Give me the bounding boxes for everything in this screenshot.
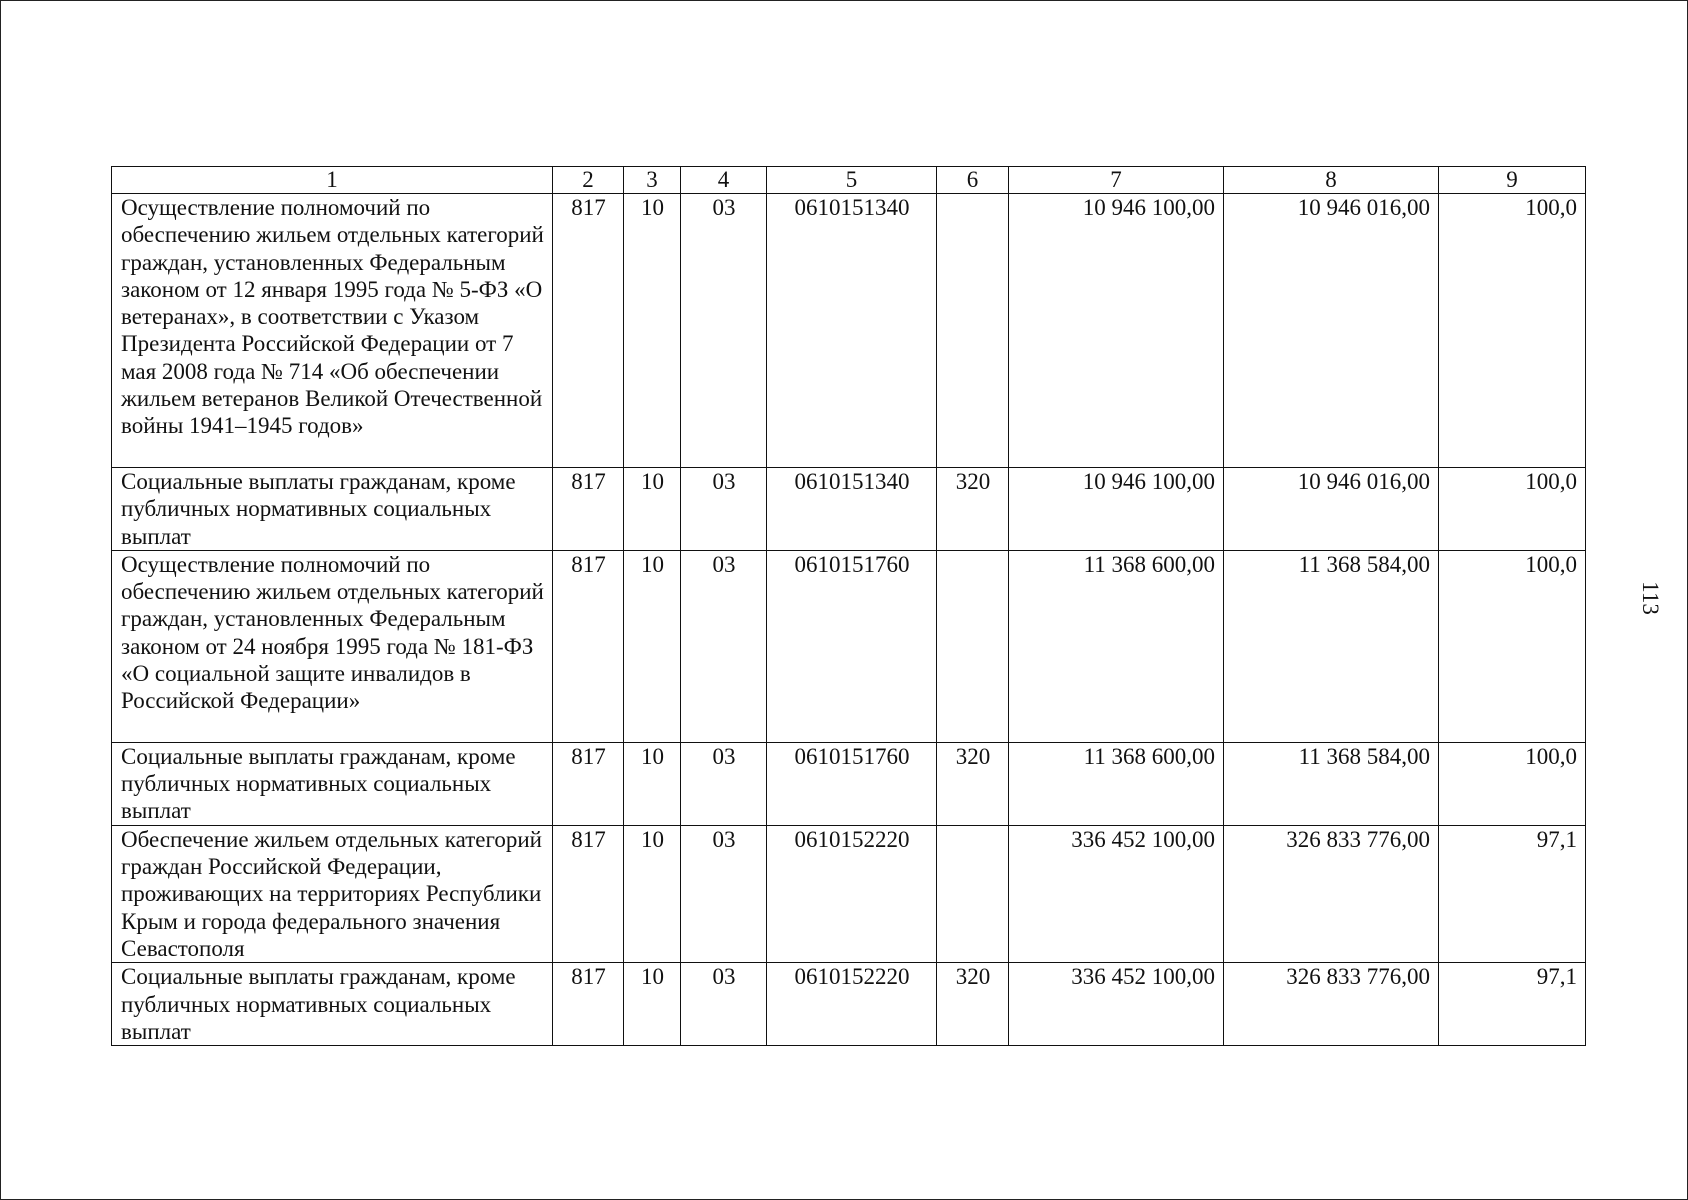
row-percent: 100,0 bbox=[1439, 550, 1586, 742]
header-cell-1: 1 bbox=[112, 167, 553, 194]
row-code-4: 03 bbox=[681, 194, 767, 468]
row-code-6 bbox=[937, 550, 1009, 742]
table-row bbox=[112, 825, 1586, 962]
row-amount-actual: 10 946 016,00 bbox=[1224, 468, 1439, 551]
row-code-5: 0610151760 bbox=[767, 550, 937, 742]
row-code-5: 0610152220 bbox=[767, 825, 937, 962]
row-code-2: 817 bbox=[553, 742, 624, 825]
row-name: Осуществление полномочий по обеспечению жильем отдельных категорий граждан, установленных Федеральным законом от 24 ноября 1995 года № 181-ФЗ «О социальной защите инвалидов в Российской Федерации» bbox=[112, 550, 553, 742]
row-code-6: 320 bbox=[937, 742, 1009, 825]
row-code-6 bbox=[937, 194, 1009, 468]
row-code-3: 10 bbox=[624, 742, 681, 825]
row-code-5: 0610152220 bbox=[767, 963, 937, 1046]
row-code-3: 10 bbox=[624, 963, 681, 1046]
row-name: Социальные выплаты гражданам, кроме публичных нормативных социальных выплат bbox=[112, 468, 553, 551]
row-code-2: 817 bbox=[553, 194, 624, 468]
row-name: Социальные выплаты гражданам, кроме публичных нормативных социальных выплат bbox=[112, 963, 553, 1046]
table-row bbox=[112, 194, 1586, 468]
row-code-4: 03 bbox=[681, 550, 767, 742]
row-code-5: 0610151340 bbox=[767, 194, 937, 468]
row-code-6: 320 bbox=[937, 963, 1009, 1046]
header-cell-7: 7 bbox=[1009, 167, 1224, 194]
row-amount-plan: 11 368 600,00 bbox=[1009, 550, 1224, 742]
row-percent: 97,1 bbox=[1439, 963, 1586, 1046]
header-cell-3: 3 bbox=[624, 167, 681, 194]
row-code-2: 817 bbox=[553, 550, 624, 742]
table-row bbox=[112, 963, 1586, 1046]
row-code-2: 817 bbox=[553, 468, 624, 551]
row-code-6: 320 bbox=[937, 468, 1009, 551]
budget-table bbox=[111, 166, 1586, 1046]
row-code-3: 10 bbox=[624, 550, 681, 742]
header-cell-4: 4 bbox=[681, 167, 767, 194]
header-cell-8: 8 bbox=[1224, 167, 1439, 194]
row-code-5: 0610151760 bbox=[767, 742, 937, 825]
row-amount-plan: 336 452 100,00 bbox=[1009, 825, 1224, 962]
row-percent: 100,0 bbox=[1439, 742, 1586, 825]
header-row bbox=[112, 167, 1586, 194]
row-code-2: 817 bbox=[553, 963, 624, 1046]
table-row bbox=[112, 742, 1586, 825]
row-name: Социальные выплаты гражданам, кроме публичных нормативных социальных выплат bbox=[112, 742, 553, 825]
row-code-5: 0610151340 bbox=[767, 468, 937, 551]
row-code-4: 03 bbox=[681, 963, 767, 1046]
row-code-4: 03 bbox=[681, 825, 767, 962]
row-code-3: 10 bbox=[624, 468, 681, 551]
row-percent: 100,0 bbox=[1439, 194, 1586, 468]
table-row bbox=[112, 550, 1586, 742]
row-code-2: 817 bbox=[553, 825, 624, 962]
row-amount-actual: 326 833 776,00 bbox=[1224, 963, 1439, 1046]
row-code-3: 10 bbox=[624, 825, 681, 962]
header-cell-5: 5 bbox=[767, 167, 937, 194]
row-amount-plan: 10 946 100,00 bbox=[1009, 468, 1224, 551]
row-code-6 bbox=[937, 825, 1009, 962]
table-row bbox=[112, 468, 1586, 551]
row-code-4: 03 bbox=[681, 742, 767, 825]
row-percent: 97,1 bbox=[1439, 825, 1586, 962]
row-percent: 100,0 bbox=[1439, 468, 1586, 551]
row-amount-plan: 11 368 600,00 bbox=[1009, 742, 1224, 825]
header-cell-6: 6 bbox=[937, 167, 1009, 194]
header-cell-9: 9 bbox=[1439, 167, 1586, 194]
row-code-4: 03 bbox=[681, 468, 767, 551]
row-amount-plan: 10 946 100,00 bbox=[1009, 194, 1224, 468]
row-amount-actual: 11 368 584,00 bbox=[1224, 742, 1439, 825]
table-body bbox=[112, 167, 1586, 1046]
row-name: Обеспечение жильем отдельных категорий граждан Российской Федерации, проживающих на территориях Республики Крым и города федерального значения Севастополя bbox=[112, 825, 553, 962]
row-amount-actual: 10 946 016,00 bbox=[1224, 194, 1439, 468]
row-amount-actual: 326 833 776,00 bbox=[1224, 825, 1439, 962]
row-name: Осуществление полномочий по обеспечению жильем отдельных категорий граждан, установленных Федеральным законом от 12 января 1995 года № 5-ФЗ «О ветеранах», в соответствии с Указом Президента Российской Федерации от 7 мая 2008 года № 714 «Об обеспечении жильем ветеранов Великой Отечественной войны 1941–1945 годов» bbox=[112, 194, 553, 468]
row-amount-plan: 336 452 100,00 bbox=[1009, 963, 1224, 1046]
row-amount-actual: 11 368 584,00 bbox=[1224, 550, 1439, 742]
row-code-3: 10 bbox=[624, 194, 681, 468]
page-number: 113 bbox=[1638, 581, 1663, 615]
header-cell-2: 2 bbox=[553, 167, 624, 194]
